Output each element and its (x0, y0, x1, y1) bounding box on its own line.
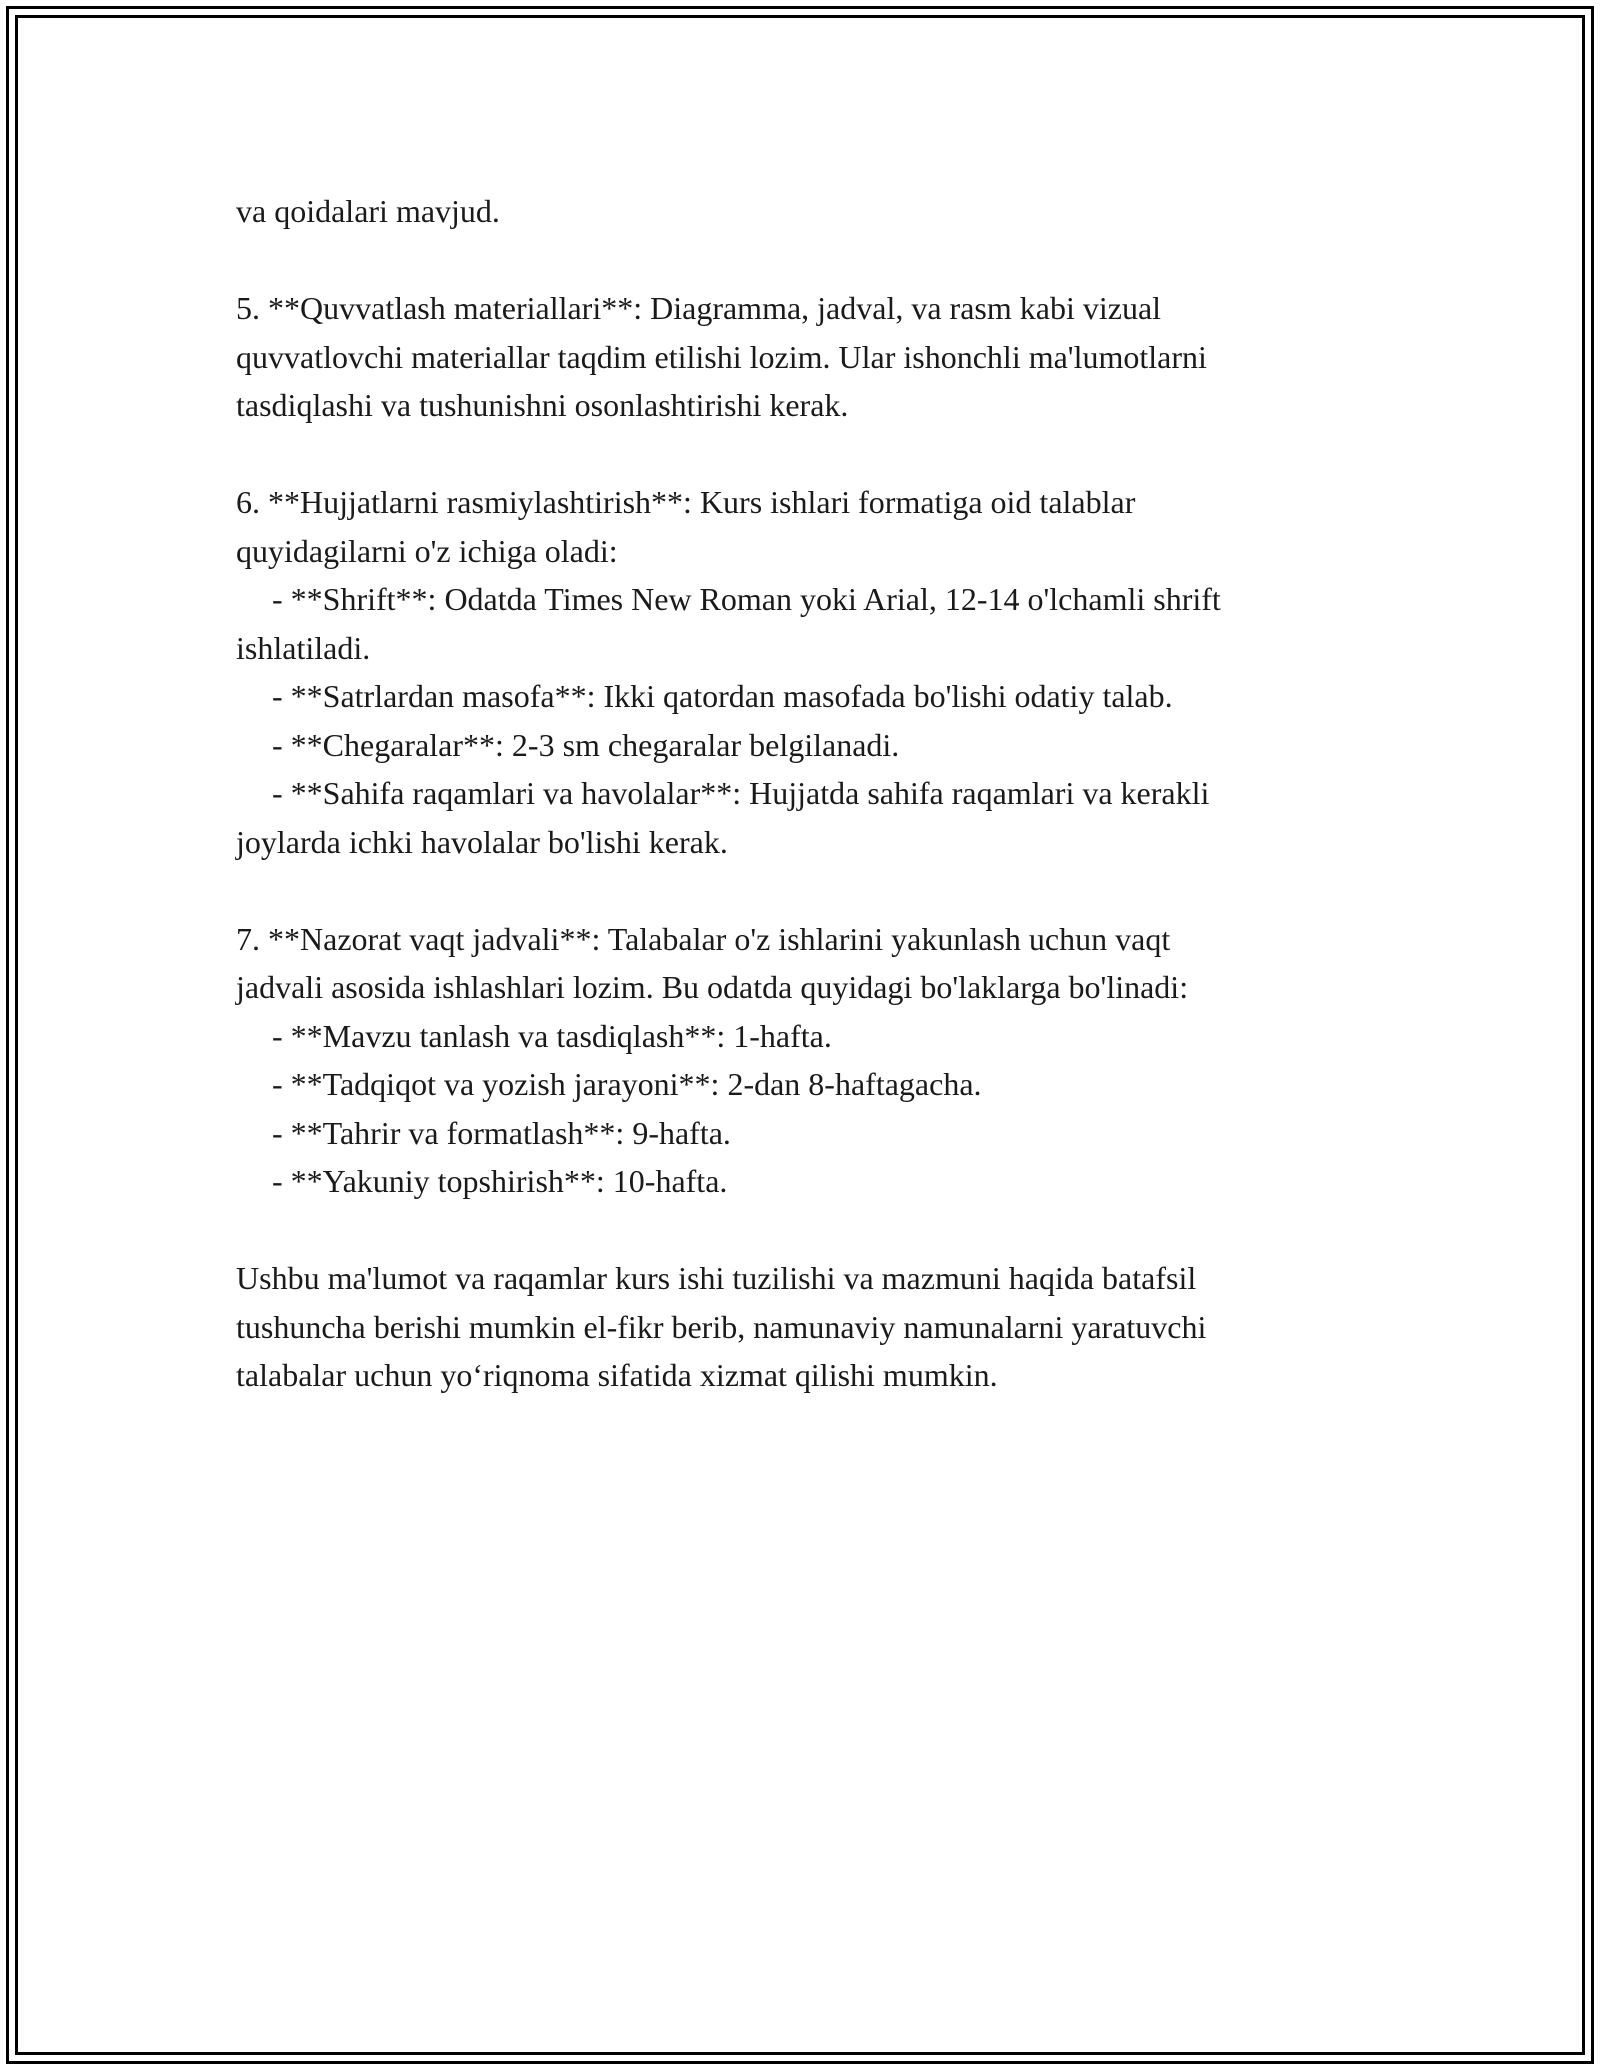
intro-line: va qoidalari mavjud. (236, 193, 500, 229)
section-6-list-item: - **Chegaralar**: 2-3 sm chegaralar belgilanadi. (272, 726, 900, 763)
conclusion-line: tushuncha berishi mumkin el-fikr berib, namunaviy namunalarni yaratuvchi (236, 1308, 1207, 1345)
paragraph-gap (236, 236, 1376, 285)
section-6-list-item-continuation: ishlatiladi. (236, 629, 371, 666)
section-5-line: quvvatlovchi materiallar taqdim etilishi lozim. Ular ishonchli ma'lumotlarni (236, 338, 1207, 375)
section-5-line: 5. **Quvvatlash materiallari**: Diagramma, jadval, va rasm kabi vizual (236, 290, 1162, 326)
paragraph-gap (236, 1206, 1376, 1255)
section-7-line: 7. **Nazorat vaqt jadvali**: Talabalar o'z ishlarini yakunlash uchun vaqt (236, 920, 1171, 957)
section-7-list-item: - **Tadqiqot va yozish jarayoni**: 2-dan 8-haftagacha. (272, 1066, 982, 1102)
section-7-list-item: - **Tahrir va formatlash**: 9-hafta. (272, 1114, 731, 1151)
section-6-list-item: - **Sahifa raqamlari va havolalar**: Hujjatda sahifa raqamlari va kerakli (272, 775, 1210, 811)
section-7-paragraph (236, 915, 1376, 1206)
conclusion-paragraph (236, 1254, 1376, 1400)
section-6-list-item-continuation: joylarda ichki havolalar bo'lishi kerak. (236, 823, 728, 860)
document-body (236, 187, 1376, 1400)
section-5-line: tasdiqlashi va tushunishni osonlashtirishi kerak. (236, 387, 849, 423)
conclusion-line: Ushbu ma'lumot va raqamlar kurs ishi tuzilishi va mazmuni haqida batafsil (236, 1260, 1197, 1296)
section-6-paragraph (236, 478, 1376, 866)
conclusion-line: talabalar uchun yo‘riqnoma sifatida xizmat qilishi mumkin. (236, 1357, 998, 1393)
section-7-list-item: - **Yakuniy topshirish**: 10-hafta. (272, 1163, 728, 1199)
section-6-line: 6. **Hujjatlarni rasmiylashtirish**: Kurs ishlari formatiga oid talablar (236, 484, 1136, 520)
section-7-list-item: - **Mavzu tanlash va tasdiqlash**: 1-hafta. (272, 1017, 832, 1054)
section-6-line: quyidagilarni o'z ichiga oladi: (236, 532, 618, 569)
section-6-list-item: - **Shrift**: Odatda Times New Roman yoki Arial, 12-14 o'lchamli shrift (272, 581, 1221, 617)
section-7-line: jadvali asosida ishlashlari lozim. Bu odatda quyidagi bo'laklarga bo'linadi: (236, 969, 1189, 1005)
section-5-paragraph (236, 284, 1376, 430)
section-6-list-item: - **Satrlardan masofa**: Ikki qatordan masofada bo'lishi odatiy talab. (272, 678, 1173, 714)
paragraph-gap (236, 866, 1376, 915)
paragraph-gap (236, 430, 1376, 479)
